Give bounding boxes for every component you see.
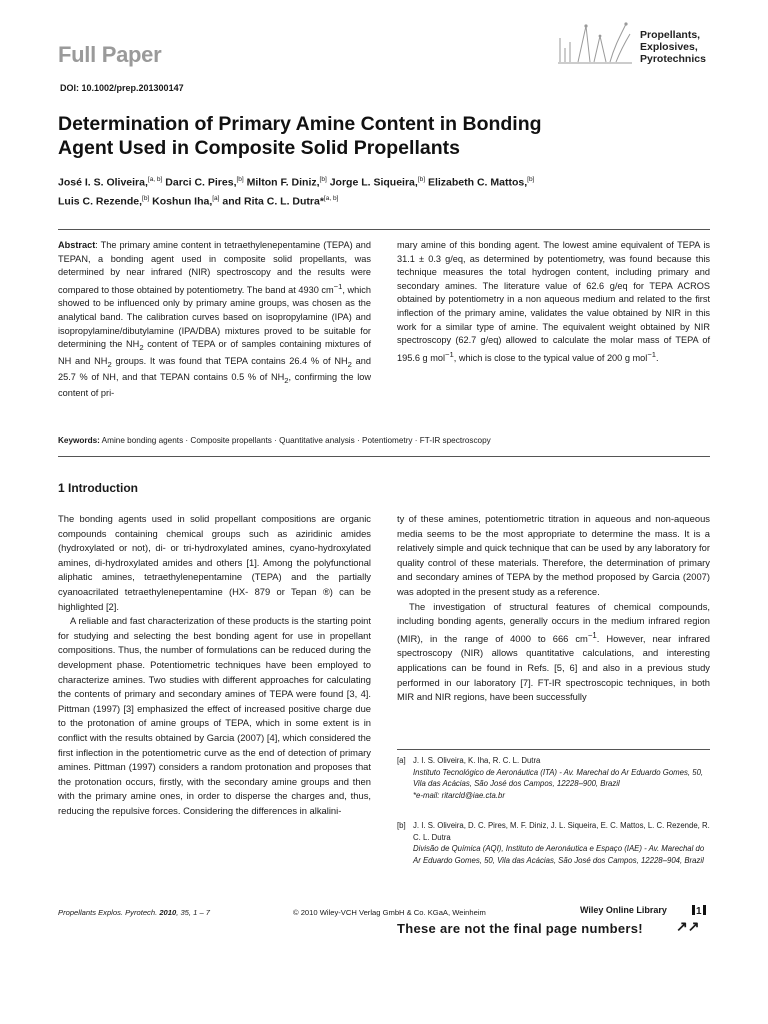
citation-journal: Propellants Explos. Pyrotech. <box>58 908 158 917</box>
affiliation-text: J. I. S. Oliveira, K. Iha, R. C. L. Dutra Instituto Tecnológico de Aeronáutica (ITA) - Av. Marechal do Ar Eduardo Gomes, 50, Vila das Acácias, São José dos Campos, 12228–900, Brazil *e-mail: ritarcld@iae.cta.br <box>413 756 704 801</box>
journal-name-line: Propellants, <box>640 29 701 41</box>
title-line: Agent Used in Composite Solid Propellants <box>58 137 460 159</box>
affiliation-label: [a] <box>397 756 406 765</box>
intro-right-column: ty of these amines, potentiometric titration in aqueous and non-aqueous media seems to be the most appropriate to determine the mass. It is a relatively simple and quick technique that can be used by any laboratory for quality control of these materials. Therefore, the determination of primary and secondary amines of TEPA by the method proposed by Garcia (2007) was adopted in the present study as a reference. The investigation of structural features of chemical compounds, including bonding agents, generally occurs in the medium infrared region (MIR), in the range of 4000 to 666 $cm^{-1}$. However, near infrared spectroscopy (NIR) allows quantitative calculations, and interesting applications can be found in Refs. [5, 6] and also in a previous study performed in our laboratory [7]. FT-IR spectroscopic techniques, in both MIR and NIR regions, have been successfully <box>397 513 710 703</box>
citation-year: 2010 <box>159 908 177 917</box>
arrow-icons: ↗↗ <box>676 918 700 934</box>
citation-volume-pages: , 35, 1 – 7 <box>176 908 211 917</box>
not-final-notice: These are not the final page numbers! <box>397 921 643 936</box>
doi: DOI: 10.1002/prep.201300147 <box>60 83 184 93</box>
section-heading: 1 Introduction <box>58 481 138 495</box>
abstract-right-column: mary amine of this bonding agent. The lowest amine equivalent of TEPA is 31.1 ± 0.3 g/eq, as determined by potentiometry, was found because this technique measures the total hydrogen content, including primary and secondary amines. The literature value of 62.6 g/eq for TEPA ACROS obtained by potentiometry in a non aqueous medium and related to the first inflection of the primary amine, validates the value obtained by NIR in this work for a similar type of amine. The equivalent weight obtained by NIR spectroscopy (62.7 g/eq) allowed to calculate the molar mass of TEPA of 195.6 g mol$^{-1}$, which is close to the typical value of 200 g mol$^{-1}$. <box>397 240 710 363</box>
journal-name <box>640 29 706 65</box>
affiliation-rule <box>397 749 710 750</box>
paper-title <box>58 112 698 160</box>
intro-left-column: The bonding agents used in solid propellant compositions are organic compounds containing chemical groups such as aziridinic amides (hydroxylated or not), di- or tri-hydroxylated amines, cyano-hydroxylated amines, di-hydroxylated amides and others [1]. Among the polyfunctional aliphatic amines, tetraethylenepentamine (TEPA) and the partially cyanoacrilated tetraethylenepentamine (HX- 879 or Tepan ®) can be highlighted [2]. A reliable and fast characterization of these products is the starting point for studying and selecting the best bonding agent for use in propellant compositions. Thus, the number of formulations can be reduced during the development phase. Potentiometric techniques have been employed to characterize amines. Two studies with different approaches for calculating the contents of primary and secondary amines of TEPA were found [3, 4]. Pittman (1997) [3] emphasized the effect of increased positive charge due to the protonation of amine groups of TEPA, which in some extent is in conflict with the results obtained by Garcia (2007) [4], which considered the first inflection in the potentiometric curve as the end of detection of primary amines. Pittman (1997) considers a random protonation and proposes that the protonation occurs, firstly, with the secondary amine groups and then with the primary amine ones, in order to disperse the charges and, thus, reducing the repulsive forces. Considering the differences in alkalini- <box>58 513 371 816</box>
keywords: Keywords: Amine bonding agents · Composite propellants · Quantitative analysis · Potentiometry · FT-IR spectroscopy <box>58 436 491 445</box>
page-bar-icon <box>703 905 706 915</box>
affiliation-a <box>397 755 710 802</box>
abstract-top-rule <box>58 229 710 230</box>
title-line: Determination of Primary Amine Content in Bonding <box>58 113 542 135</box>
section-label: Full Paper <box>58 42 162 67</box>
abstract-left-column: Abstract: The primary amine content in tetraethylenepentamine (TEPA) and TEPAN, a bonding agent used in composite solid propellants, was determined by near infrared (NIR) spectroscopy and the results were compared to those obtained by potentiometry. The band at 4930 $cm^{-1}$, which showed to be influenced only by primary amine groups, was chosen as the analytical band. The calibration curves based on isopropylamine (IPA) and isopropylamine/dibutylamine (IPA/DBA) mixtures proved to be suitable for determining the $NH_2$ content of TEPA or of samples containing mixtures of NH and $NH_2$ groups. It was found that TEPA contains 26.4 % of $NH_2$ and 25.7 % of NH, and that TEPAN contains 0.5 % of $NH_2$, confirming the low content of pri- <box>58 240 371 399</box>
footer-citation <box>58 908 210 917</box>
wiley-online-library-link[interactable]: Wiley Online Library <box>580 905 667 915</box>
footer-copyright: © 2010 Wiley-VCH Verlag GmbH & Co. KGaA, Weinheim <box>293 908 486 917</box>
author-list: José I. S. Oliveira,[a, b] Darci C. Pires,[b] Milton F. Diniz,[b] Jorge L. Siqueira,[b] Elizabeth C. Mattos,[b] Luis C. Rezende,[b] Koshun Iha,[a] and Rita C. L. Dutra*[a, b] <box>58 176 535 207</box>
abstract-bottom-rule <box>58 456 710 457</box>
affiliation-b <box>397 820 710 867</box>
page-number <box>692 905 707 917</box>
journal-name-line: Explosives, <box>640 41 698 53</box>
journal-name-line: Pyrotechnics <box>640 53 706 65</box>
affiliation-text: J. I. S. Oliveira, D. C. Pires, M. F. Diniz, J. L. Siqueira, E. C. Mattos, L. C. Rezende, R. C. L. Dutra Divisão de Química (AQI), Instituto de Aeronáutica e Espaço (IAE) - Av. Marechal do Ar Eduardo Gomes, 50, Vila das Acácias, São José dos Campos, 12228–904, Brazil <box>413 821 710 866</box>
page-number-text: 1 <box>696 906 702 917</box>
affiliation-label: [b] <box>397 821 406 830</box>
journal-logo-graphic <box>556 18 634 68</box>
page-bar-icon <box>692 905 695 915</box>
